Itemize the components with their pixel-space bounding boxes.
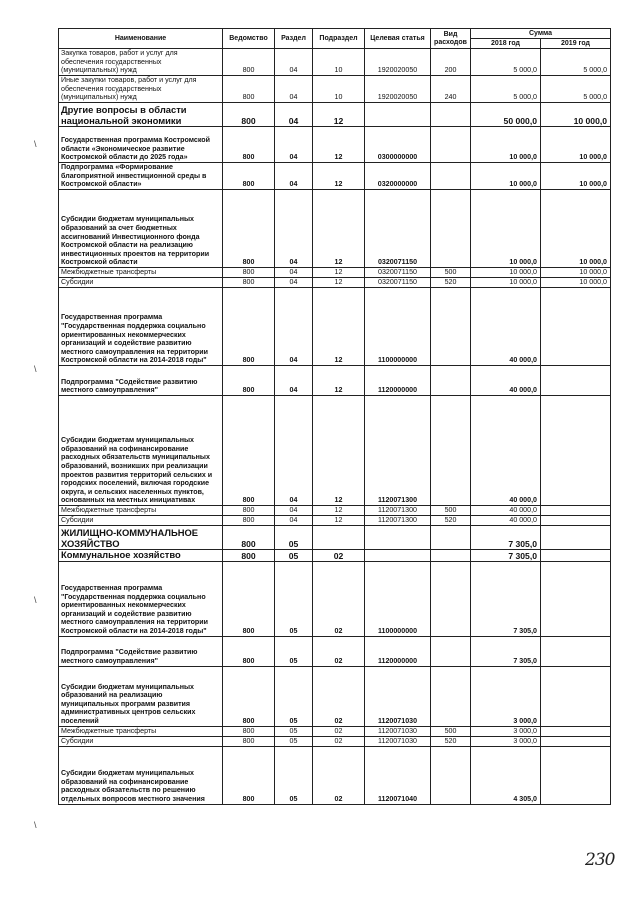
row-vedomstvo: 800 [223, 726, 275, 736]
row-sum-2019: 10 000,0 [541, 278, 611, 288]
table-row [59, 736, 611, 746]
row-podrazdel: 12 [313, 103, 365, 127]
row-podrazdel: 12 [313, 506, 365, 516]
row-vedomstvo: 800 [223, 526, 275, 550]
row-podrazdel: 12 [313, 190, 365, 268]
header-vid: Вид расходов [431, 29, 471, 49]
row-name: Субсидии бюджетам муниципальных образований за счет бюджетных ассигнований Инвестиционного фонда Костромской области на реализацию инвестиционных проектов на территории Костромской области [59, 190, 223, 268]
row-target: 1100000000 [365, 288, 431, 366]
row-sum-2018: 40 000,0 [471, 396, 541, 506]
row-target: 1120071030 [365, 666, 431, 726]
header-summa: Сумма [471, 29, 611, 39]
row-vid [431, 103, 471, 127]
row-vid [431, 550, 471, 562]
row-razdel: 04 [275, 396, 313, 506]
row-sum-2019: 10 000,0 [541, 127, 611, 163]
row-razdel: 05 [275, 726, 313, 736]
row-sum-2018: 5 000,0 [471, 76, 541, 103]
row-sum-2019 [541, 506, 611, 516]
row-podrazdel: 02 [313, 561, 365, 636]
row-razdel: 05 [275, 736, 313, 746]
table-row [59, 550, 611, 562]
row-vedomstvo: 800 [223, 49, 275, 76]
row-vedomstvo: 800 [223, 278, 275, 288]
header-2019: 2019 год [541, 39, 611, 49]
row-name: Субсидии бюджетам муниципальных образований на софинансирование расходных обязательств по решению отдельных вопросов местного значения [59, 746, 223, 804]
header-podrazdel: Подраздел [313, 29, 365, 49]
row-sum-2019 [541, 736, 611, 746]
row-target: 1100000000 [365, 561, 431, 636]
row-razdel: 04 [275, 516, 313, 526]
row-razdel: 04 [275, 288, 313, 366]
row-razdel: 04 [275, 49, 313, 76]
row-vid [431, 636, 471, 666]
row-sum-2019: 10 000,0 [541, 268, 611, 278]
header-razdel: Раздел [275, 29, 313, 49]
row-target: 0320071150 [365, 268, 431, 278]
table-row [59, 288, 611, 366]
row-sum-2018: 5 000,0 [471, 49, 541, 76]
row-sum-2019 [541, 666, 611, 726]
row-name: Субсидии [59, 278, 223, 288]
row-sum-2018: 40 000,0 [471, 288, 541, 366]
row-sum-2018: 50 000,0 [471, 103, 541, 127]
table-row [59, 127, 611, 163]
row-vedomstvo: 800 [223, 506, 275, 516]
table-row [59, 396, 611, 506]
row-podrazdel: 12 [313, 366, 365, 396]
table-row [59, 746, 611, 804]
table-row [59, 561, 611, 636]
row-sum-2018: 7 305,0 [471, 526, 541, 550]
table-row [59, 49, 611, 76]
row-sum-2018: 10 000,0 [471, 268, 541, 278]
row-vid: 520 [431, 278, 471, 288]
row-sum-2018: 4 305,0 [471, 746, 541, 804]
row-podrazdel [313, 526, 365, 550]
table-row [59, 726, 611, 736]
row-razdel: 04 [275, 268, 313, 278]
row-target: 1120071040 [365, 746, 431, 804]
row-vid: 520 [431, 516, 471, 526]
row-vedomstvo: 800 [223, 76, 275, 103]
row-sum-2019 [541, 561, 611, 636]
row-vid [431, 163, 471, 190]
row-sum-2019 [541, 746, 611, 804]
row-name: Другие вопросы в области национальной экономики [59, 103, 223, 127]
table-row [59, 506, 611, 516]
row-target: 1120071030 [365, 726, 431, 736]
row-razdel: 04 [275, 190, 313, 268]
row-razdel: 04 [275, 506, 313, 516]
row-name: Государственная программа Костромской области «Экономическое развитие Костромской области до 2025 года» [59, 127, 223, 163]
row-sum-2019: 5 000,0 [541, 49, 611, 76]
row-target: 0300000000 [365, 127, 431, 163]
row-sum-2018: 10 000,0 [471, 163, 541, 190]
table-body [59, 49, 611, 805]
row-vedomstvo: 800 [223, 746, 275, 804]
margin-mark: \ [34, 820, 37, 830]
row-name: Межбюджетные трансферты [59, 506, 223, 516]
row-razdel: 05 [275, 636, 313, 666]
row-podrazdel: 12 [313, 516, 365, 526]
row-target: 1120071030 [365, 736, 431, 746]
budget-table [58, 28, 611, 805]
row-sum-2019: 10 000,0 [541, 163, 611, 190]
table-row [59, 636, 611, 666]
row-sum-2018: 40 000,0 [471, 516, 541, 526]
row-podrazdel: 10 [313, 76, 365, 103]
row-podrazdel: 12 [313, 396, 365, 506]
row-sum-2019 [541, 526, 611, 550]
row-razdel: 04 [275, 366, 313, 396]
row-razdel: 05 [275, 746, 313, 804]
row-podrazdel: 02 [313, 636, 365, 666]
row-vid [431, 561, 471, 636]
row-vedomstvo: 800 [223, 396, 275, 506]
table-row [59, 526, 611, 550]
row-podrazdel: 02 [313, 550, 365, 562]
row-vid: 500 [431, 506, 471, 516]
row-podrazdel: 12 [313, 163, 365, 190]
row-name: Государственная программа "Государственная поддержка социально ориентированных некоммерческих организаций и содействие развитию местного самоуправления на территории Костромской области на 2014-2018 годы" [59, 288, 223, 366]
row-podrazdel: 12 [313, 127, 365, 163]
row-name: Коммунальное хозяйство [59, 550, 223, 562]
row-sum-2019 [541, 636, 611, 666]
row-target: 0320000000 [365, 163, 431, 190]
row-name: Межбюджетные трансферты [59, 268, 223, 278]
row-name: Закупка товаров, работ и услуг для обеспечения государственных (муниципальных) нужд [59, 49, 223, 76]
row-vid [431, 666, 471, 726]
row-target [365, 103, 431, 127]
row-vid: 500 [431, 726, 471, 736]
row-sum-2018: 7 305,0 [471, 550, 541, 562]
table-row [59, 278, 611, 288]
header-name: Наименование [59, 29, 223, 49]
header-vedomstvo: Ведомство [223, 29, 275, 49]
row-sum-2018: 3 000,0 [471, 736, 541, 746]
row-vid [431, 746, 471, 804]
row-podrazdel: 02 [313, 736, 365, 746]
row-razdel: 05 [275, 666, 313, 726]
row-sum-2019 [541, 366, 611, 396]
row-vedomstvo: 800 [223, 127, 275, 163]
row-name: Иные закупки товаров, работ и услуг для обеспечения государственных (муниципальных) нужд [59, 76, 223, 103]
row-target: 1120071300 [365, 506, 431, 516]
row-vedomstvo: 800 [223, 550, 275, 562]
row-target [365, 550, 431, 562]
row-razdel: 05 [275, 550, 313, 562]
row-name: Субсидии [59, 516, 223, 526]
row-name: ЖИЛИЩНО-КОММУНАЛЬНОЕ ХОЗЯЙСТВО [59, 526, 223, 550]
row-vedomstvo: 800 [223, 163, 275, 190]
row-sum-2018: 40 000,0 [471, 506, 541, 516]
row-target: 1920020050 [365, 49, 431, 76]
margin-mark: \ [34, 364, 37, 374]
row-podrazdel: 12 [313, 288, 365, 366]
row-razdel: 04 [275, 76, 313, 103]
row-sum-2019 [541, 396, 611, 506]
row-podrazdel: 12 [313, 278, 365, 288]
row-sum-2019: 5 000,0 [541, 76, 611, 103]
row-sum-2018: 10 000,0 [471, 278, 541, 288]
row-sum-2018: 40 000,0 [471, 366, 541, 396]
row-vid: 500 [431, 268, 471, 278]
row-sum-2018: 3 000,0 [471, 666, 541, 726]
row-name: Субсидии бюджетам муниципальных образований на софинансирование расходных обязательств муниципальных образований, возникших при реализации проектов развития территорий сельских и городских поселений, включая городские округа, и сельских населенных пунктов, основанных на местных инициативах [59, 396, 223, 506]
table-row [59, 76, 611, 103]
row-name: Подпрограмма "Содействие развитию местного самоуправления" [59, 636, 223, 666]
row-target: 1120000000 [365, 636, 431, 666]
row-vid [431, 366, 471, 396]
row-podrazdel: 10 [313, 49, 365, 76]
row-vedomstvo: 800 [223, 103, 275, 127]
row-sum-2019 [541, 726, 611, 736]
row-vid: 520 [431, 736, 471, 746]
row-vedomstvo: 800 [223, 666, 275, 726]
row-sum-2018: 3 000,0 [471, 726, 541, 736]
row-podrazdel: 02 [313, 666, 365, 726]
table-header [59, 29, 611, 49]
row-podrazdel: 02 [313, 746, 365, 804]
row-razdel: 05 [275, 526, 313, 550]
row-vid: 240 [431, 76, 471, 103]
row-sum-2018: 10 000,0 [471, 190, 541, 268]
row-sum-2019 [541, 516, 611, 526]
table-row [59, 666, 611, 726]
row-vid [431, 288, 471, 366]
row-target: 0320071150 [365, 278, 431, 288]
row-vedomstvo: 800 [223, 268, 275, 278]
table-row [59, 163, 611, 190]
margin-mark: \ [34, 139, 37, 149]
row-sum-2018: 7 305,0 [471, 561, 541, 636]
row-vedomstvo: 800 [223, 366, 275, 396]
table-row [59, 268, 611, 278]
row-name: Государственная программа "Государственная поддержка социально ориентированных некоммерческих организаций и содействие развитию местного самоуправления на территории Костромской области на 2014-2018 годы" [59, 561, 223, 636]
row-razdel: 05 [275, 561, 313, 636]
row-target: 0320071150 [365, 190, 431, 268]
row-razdel: 04 [275, 127, 313, 163]
header-target: Целевая статья [365, 29, 431, 49]
row-sum-2019 [541, 550, 611, 562]
row-target: 1920020050 [365, 76, 431, 103]
row-target: 1120071300 [365, 516, 431, 526]
row-vid [431, 127, 471, 163]
row-name: Субсидии [59, 736, 223, 746]
header-2018: 2018 год [471, 39, 541, 49]
row-sum-2019: 10 000,0 [541, 190, 611, 268]
row-vedomstvo: 800 [223, 516, 275, 526]
row-sum-2018: 10 000,0 [471, 127, 541, 163]
row-vid [431, 396, 471, 506]
row-target: 1120000000 [365, 366, 431, 396]
row-vid [431, 190, 471, 268]
table-row [59, 366, 611, 396]
row-vedomstvo: 800 [223, 736, 275, 746]
row-name: Субсидии бюджетам муниципальных образований на реализацию муниципальных программ развития административных центров сельских поселений [59, 666, 223, 726]
row-razdel: 04 [275, 163, 313, 190]
row-vid: 200 [431, 49, 471, 76]
row-sum-2019 [541, 288, 611, 366]
row-target [365, 526, 431, 550]
row-sum-2018: 7 305,0 [471, 636, 541, 666]
row-target: 1120071300 [365, 396, 431, 506]
row-podrazdel: 12 [313, 268, 365, 278]
table-row [59, 190, 611, 268]
row-vedomstvo: 800 [223, 636, 275, 666]
row-razdel: 04 [275, 278, 313, 288]
row-vid [431, 526, 471, 550]
row-razdel: 04 [275, 103, 313, 127]
page-number: 230 [585, 850, 615, 870]
row-sum-2019: 10 000,0 [541, 103, 611, 127]
row-vedomstvo: 800 [223, 190, 275, 268]
row-name: Подпрограмма «Формирование благоприятной инвестиционной среды в Костромской области» [59, 163, 223, 190]
row-name: Межбюджетные трансферты [59, 726, 223, 736]
table-row [59, 103, 611, 127]
row-podrazdel: 02 [313, 726, 365, 736]
row-name: Подпрограмма "Содействие развитию местного самоуправления" [59, 366, 223, 396]
row-vedomstvo: 800 [223, 288, 275, 366]
margin-mark: \ [34, 595, 37, 605]
table-row [59, 516, 611, 526]
row-vedomstvo: 800 [223, 561, 275, 636]
